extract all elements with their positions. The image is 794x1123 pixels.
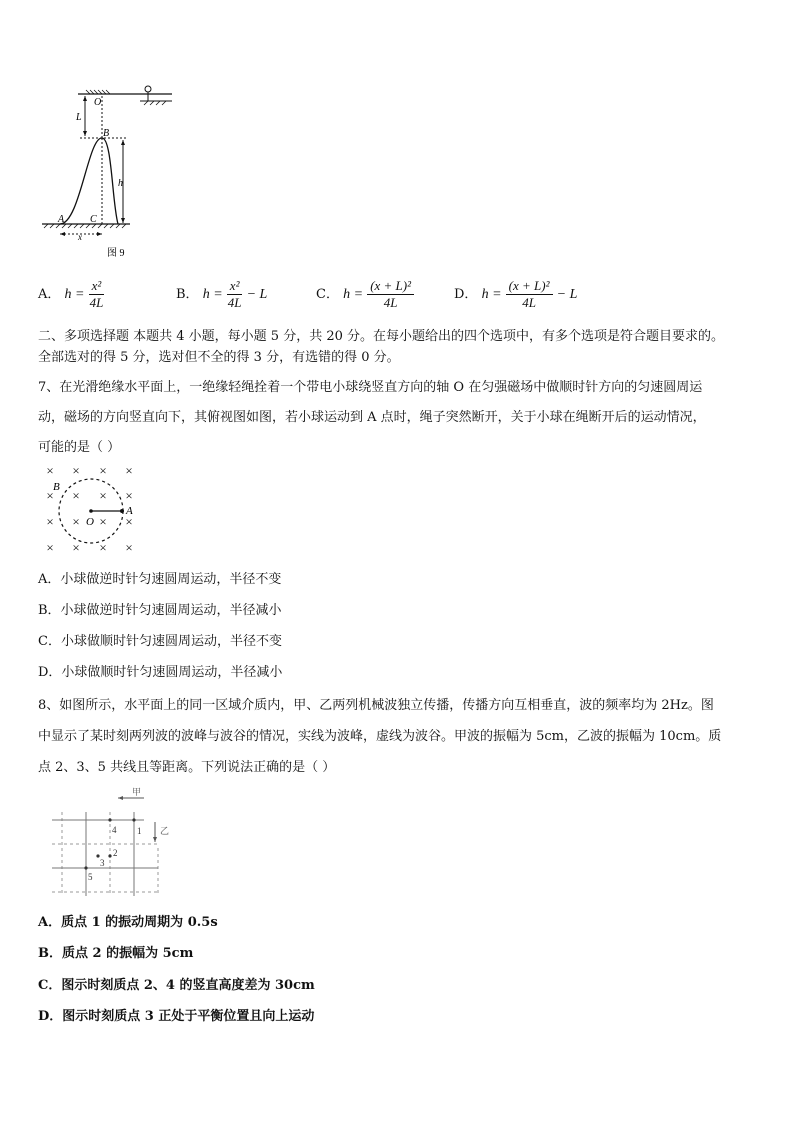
q7-option-c: C．小球做顺时针匀速圆周运动，半径不变 [38,634,282,649]
q8-option-b: B．质点 2 的振幅为 5cm [38,946,194,961]
svg-text:×: × [125,463,133,478]
q8-fig-point-5: 5 [88,872,93,882]
q8-stem-line-1: 8、如图所示，水平面上的同一区域介质内，甲、乙两列机械波独立传播，传播方向互相垂直，波的频率均为 2Hz。图 [38,698,714,713]
svg-text:×: × [72,514,80,529]
q7-fig-label-B: B [53,481,60,493]
svg-text:×: × [125,514,133,529]
svg-text:×: × [99,514,107,529]
q6-option-b: B． h = $\frac{\text{x²}}{4L}$ − L [176,278,268,310]
q8-figure [48,786,178,904]
q7-figure [36,460,146,560]
fig9-label-O: O [94,97,102,108]
q8-fig-point-2: 2 [113,848,118,858]
fig9-label-A: A [58,214,65,225]
fig9-label-L: L [76,112,82,123]
svg-text:×: × [72,463,80,478]
q7-option-b: B．小球做逆时针匀速圆周运动，半径减小 [38,603,282,618]
q8-fig-point-4: 4 [112,825,117,835]
svg-text:×: × [46,514,54,529]
q8-fig-point-3: 3 [100,858,105,868]
svg-text:×: × [125,540,133,555]
q7-stem-line-3: 可能的是（ ） [38,440,121,455]
q7-stem-line-1: 7、在光滑绝缘水平面上，一绝缘轻绳拴着一个带电小球绕竖直方向的轴 O 在匀强磁场中做顺时针方向的匀速圆周运 [38,380,703,395]
figure-9 [30,82,190,262]
q7-fig-label-O: O [86,516,94,528]
svg-text:×: × [99,540,107,555]
svg-text:×: × [46,463,54,478]
q6-option-c: C． h = $\frac{\text{(x + L)²}}{4L}$ [316,278,414,311]
fig9-label-h: h [118,178,123,189]
section2-line-2: 全部选对的得 5 分，选对但不全的得 3 分，有选错的得 0 分。 [38,350,400,365]
fig9-label-B: B [103,128,110,139]
fig9-label-x: x [78,232,82,242]
q8-stem-line-2: 中显示了某时刻两列波的波峰与波谷的情况，实线为波峰，虚线为波谷。甲波的振幅为 5cm，乙波的振幅为 10cm。质 [38,729,722,744]
svg-text:×: × [72,540,80,555]
svg-text:×: × [125,488,133,503]
q8-option-d: D．图示时刻质点 3 正处于平衡位置且向上运动 [38,1009,315,1024]
svg-text:×: × [46,488,54,503]
q8-fig-point-1: 1 [137,826,142,836]
q8-stem-line-3: 点 2、3、5 共线且等距离。下列说法正确的是（ ） [38,760,336,775]
q7-option-d: D．小球做顺时针匀速圆周运动，半径减小 [38,665,283,680]
q8-fig-jia: 甲 [132,787,142,797]
svg-text:×: × [72,488,80,503]
q8-option-a: A．质点 1 的振动周期为 0.5s [38,915,218,930]
svg-text:×: × [99,463,107,478]
q7-option-a: A．小球做逆时针匀速圆周运动，半径不变 [38,572,282,587]
fig9-label-C: C [90,214,97,225]
q8-option-c: C．图示时刻质点 2、4 的竖直高度差为 30cm [38,978,315,993]
q7-stem-line-2: 动，磁场的方向竖直向下，其俯视图如图，若小球运动到 A 点时，绳子突然断开，关于小球在绳断开后的运动情况， [38,410,706,425]
fig9-caption: 图 9 [107,248,125,259]
q8-fig-yi: 乙 [160,826,170,836]
q7-fig-label-A: A [126,505,133,517]
section2-line-1: 二、多项选择题 本题共 4 小题，每小题 5 分，共 20 分。在每小题给出的四个选项中，有多个选项是符合题目要求的。 [38,329,725,344]
svg-text:×: × [46,540,54,555]
svg-text:×: × [99,488,107,503]
q6-option-a: A． h = $\frac{\text{x²}}{4L}$ [38,278,104,310]
q6-option-d: D． h = $\frac{\text{(x + L)²}}{4L}$ − L [454,278,578,310]
